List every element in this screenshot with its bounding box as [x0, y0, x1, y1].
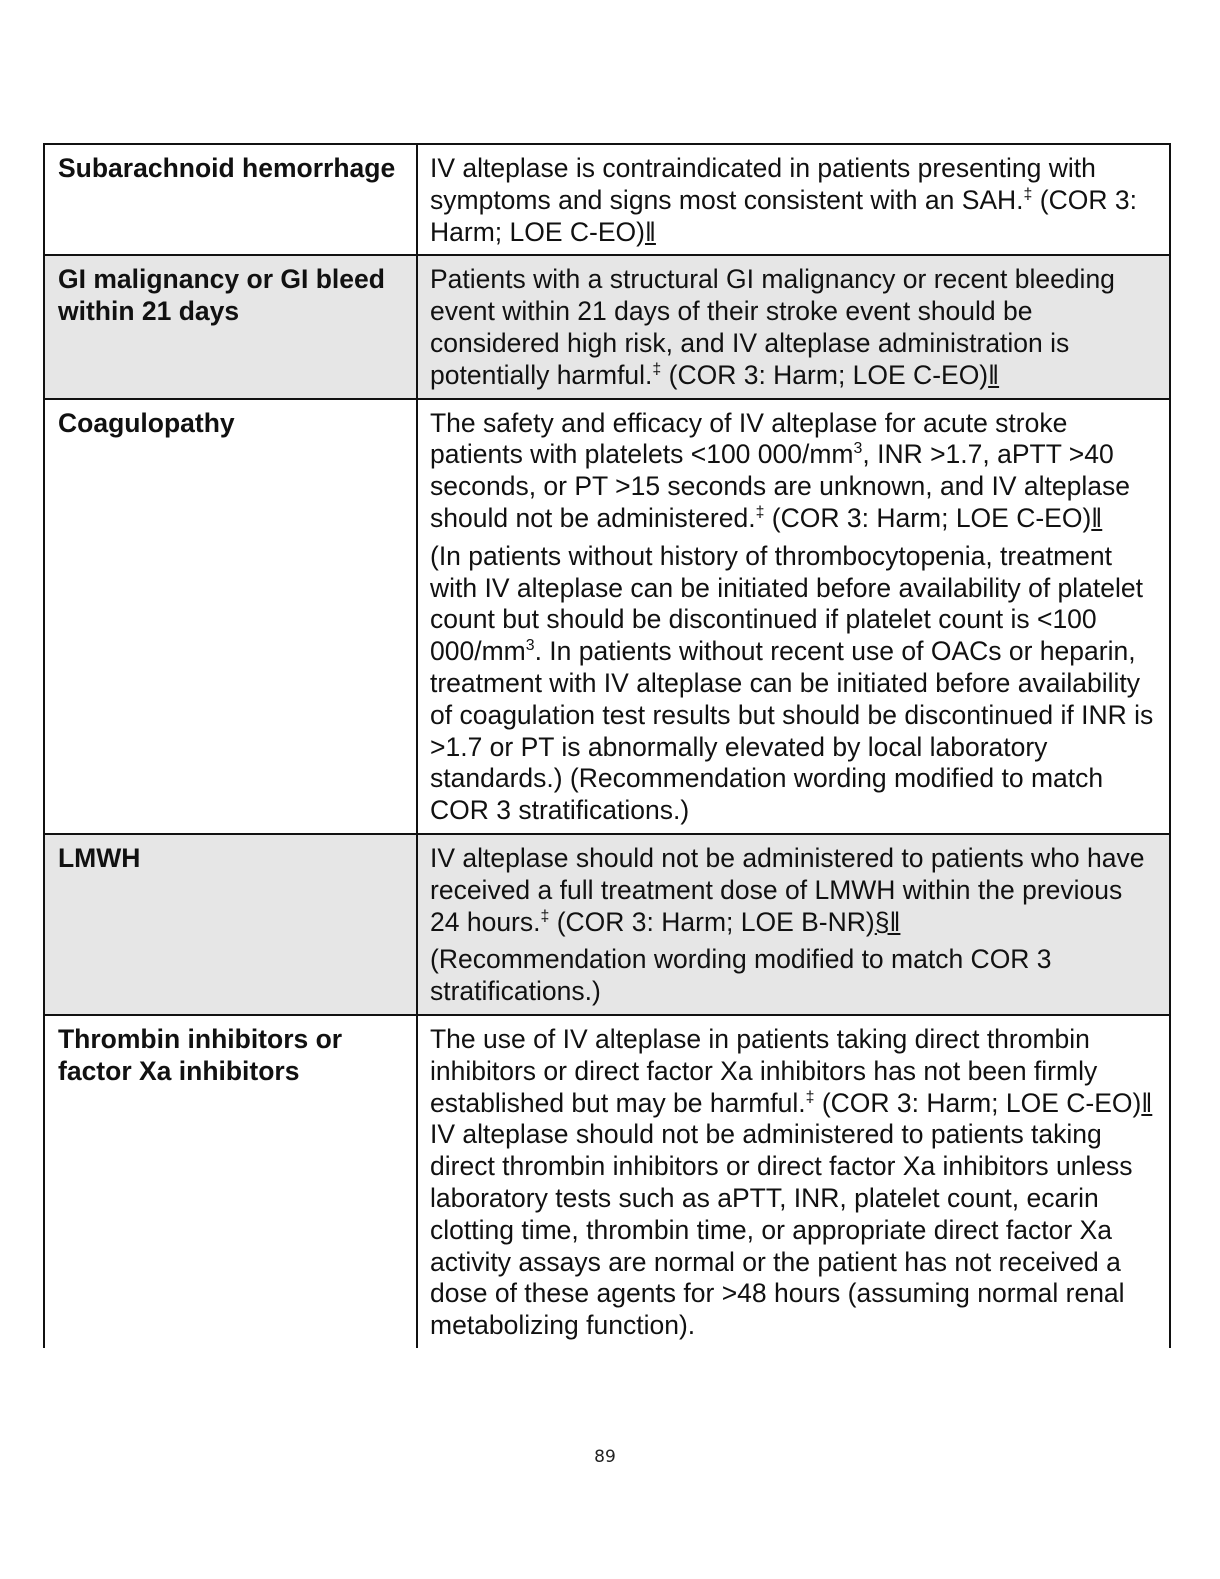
row-recommendation	[417, 834, 1170, 1015]
recommendation-paragraph: Patients with a structural GI malignancy or recent bleeding event within 21 days of their stroke event should be considered high risk, and IV alteplase administration is potentially harmful.‡ (COR 3: Harm; LOE C-EO)‖	[430, 264, 1115, 390]
double-dagger-footnote-mark: ‡	[755, 504, 765, 522]
double-dagger-footnote-mark: ‡	[805, 1088, 815, 1106]
row-label: Subarachnoid hemorrhage	[44, 144, 417, 255]
double-dagger-footnote-mark: ‡	[540, 907, 550, 925]
table-row	[44, 255, 1170, 398]
row-recommendation	[417, 144, 1170, 255]
reference-link[interactable]: ‖	[1141, 1087, 1153, 1118]
table-row	[44, 399, 1170, 834]
recommendation-note-paragraph: (In patients without history of thrombocytopenia, treatment with IV alteplase can be initiated before availability of platelet count but should be discontinued if platelet count is <100 $000/mm^3$. In patients without recent use of OACs or heparin, treatment with IV alteplase can be initiated before availability of coagulation test results but should be discontinued if INR is >1.7 or PT is abnormally elevated by local laboratory standards.) (Recommendation wording modified to match COR 3 stratifications.)	[430, 540, 1154, 826]
row-recommendation	[417, 1015, 1170, 1348]
row-label: GI malignancy or GI bleed within 21 days	[44, 255, 417, 398]
reference-link[interactable]: ‖	[1091, 502, 1103, 533]
superscript-3: 3	[853, 440, 863, 458]
table-row	[44, 1015, 1170, 1348]
row-label: LMWH	[44, 834, 417, 1015]
reference-link[interactable]: ‖	[988, 359, 1000, 390]
recommendation-paragraph: The safety and efficacy of IV alteplase for acute stroke patients with platelets <100 $000/mm^3$, INR >1.7, aPTT >40 seconds, or PT >15 seconds are unknown, and IV alteplase should not be administered.‡ (COR 3: Harm; LOE C-EO)‖	[430, 407, 1130, 533]
row-label: Thrombin inhibitors or factor Xa inhibitors	[44, 1015, 417, 1348]
recommendation-note-paragraph: (Recommendation wording modified to match COR 3 stratifications.)	[430, 944, 1052, 1007]
row-recommendation	[417, 255, 1170, 398]
recommendation-paragraph: IV alteplase should not be administered to patients who have received a full treatment dose of LMWH within the previous 24 hours.‡ (COR 3: Harm; LOE B-NR)§‖	[430, 842, 1145, 937]
recommendation-paragraph: IV alteplase is contraindicated in patients presenting with symptoms and signs most consistent with an SAH.‡ (COR 3: Harm; LOE C-EO)‖	[430, 153, 1137, 247]
row-recommendation	[417, 399, 1170, 834]
table-row	[44, 144, 1170, 255]
double-dagger-footnote-mark: ‡	[652, 360, 662, 378]
table-row	[44, 834, 1170, 1015]
double-dagger-footnote-mark: ‡	[1023, 185, 1033, 203]
superscript-3: 3	[525, 637, 535, 655]
page-number: 89	[594, 1447, 616, 1467]
reference-link[interactable]: §‖	[874, 906, 901, 937]
contraindications-table	[43, 143, 1171, 1348]
row-label: Coagulopathy	[44, 399, 417, 834]
reference-link[interactable]: ‖	[644, 216, 656, 247]
recommendation-paragraph: The use of IV alteplase in patients taking direct thrombin inhibitors or direct factor Xa inhibitors has not been firmly established but may be harmful.‡ (COR 3: Harm; LOE C-EO)‖ IV alteplase should not be administered to patients taking direct thrombin inhibitors or direct factor Xa inhibitors unless laboratory tests such as aPTT, INR, platelet count, ecarin clotting time, thrombin time, or appropriate direct factor Xa activity assays are normal or the patient has not received a dose of these agents for >48 hours (assuming normal renal metabolizing function).	[430, 1023, 1153, 1341]
